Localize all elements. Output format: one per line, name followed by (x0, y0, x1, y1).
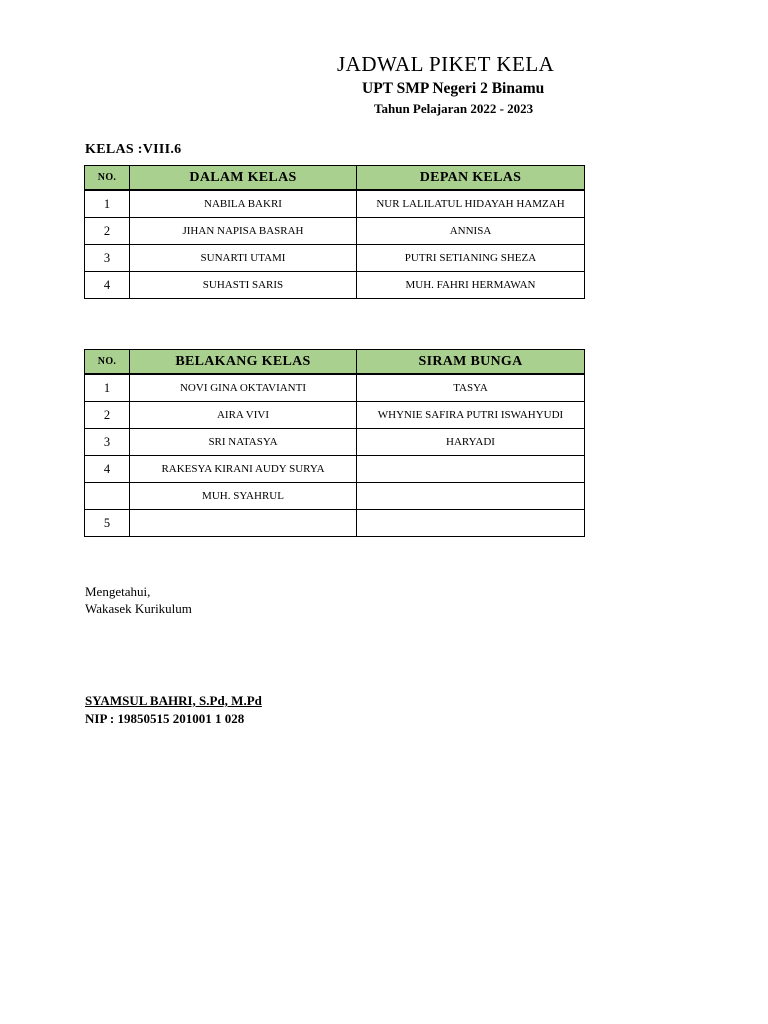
belakang-kelas-cell: RAKESYA KIRANI AUDY SURYA (130, 456, 357, 483)
table-row (85, 245, 585, 272)
dalam-kelas-cell: SUHASTI SARIS (130, 272, 357, 299)
belakang-kelas-cell: AIRA VIVI (130, 402, 357, 429)
header-dalam-kelas: DALAM KELAS (130, 166, 357, 191)
depan-kelas-cell: PUTRI SETIANING SHEZA (357, 245, 585, 272)
depan-kelas-cell: ANNISA (357, 218, 585, 245)
table-row (85, 272, 585, 299)
row-number: 2 (85, 402, 130, 429)
header-no: NO. (85, 166, 130, 191)
acknowledgement-label: Mengetahui, (85, 584, 151, 599)
signer-name: SYAMSUL BAHRI, S.Pd, M.Pd (85, 693, 262, 708)
header-belakang-kelas: BELAKANG KELAS (130, 350, 357, 375)
row-number: 4 (85, 456, 130, 483)
row-number: 3 (85, 429, 130, 456)
header-siram-bunga: SIRAM BUNGA (357, 350, 585, 375)
siram-bunga-cell: WHYNIE SAFIRA PUTRI ISWAHYUDI (357, 402, 585, 429)
schedule-table-inside-front (84, 165, 585, 299)
row-number: 4 (85, 272, 130, 299)
siram-bunga-cell (357, 483, 585, 510)
signer-nip: NIP : 19850515 201001 1 028 (85, 711, 245, 726)
table-header-row (85, 350, 585, 375)
depan-kelas-cell: NUR LALILATUL HIDAYAH HAMZAH (357, 190, 585, 218)
depan-kelas-cell: MUH. FAHRI HERMAWAN (357, 272, 585, 299)
belakang-kelas-cell (130, 510, 357, 537)
table-row (85, 483, 585, 510)
school-name: UPT SMP Negeri 2 Binamu (362, 80, 545, 97)
table-row (85, 374, 585, 402)
row-number: 1 (85, 374, 130, 402)
academic-year: Tahun Pelajaran 2022 - 2023 (374, 101, 534, 116)
table-row (85, 190, 585, 218)
row-number: 1 (85, 190, 130, 218)
signer-position: Wakasek Kurikulum (85, 601, 192, 616)
table-row (85, 510, 585, 537)
siram-bunga-cell (357, 456, 585, 483)
siram-bunga-cell (357, 510, 585, 537)
belakang-kelas-cell: NOVI GINA OKTAVIANTI (130, 374, 357, 402)
siram-bunga-cell: HARYADI (357, 429, 585, 456)
header-depan-kelas: DEPAN KELAS (357, 166, 585, 191)
belakang-kelas-cell: MUH. SYAHRUL (130, 483, 357, 510)
row-number (85, 483, 130, 510)
schedule-table-back-flowers (84, 349, 585, 537)
header-no: NO. (85, 350, 130, 375)
belakang-kelas-cell: SRI NATASYA (130, 429, 357, 456)
table-row (85, 429, 585, 456)
dalam-kelas-cell: NABILA BAKRI (130, 190, 357, 218)
table-row (85, 456, 585, 483)
row-number: 3 (85, 245, 130, 272)
document-title: JADWAL PIKET KELA (337, 52, 555, 76)
table-row (85, 402, 585, 429)
row-number: 2 (85, 218, 130, 245)
table-row (85, 218, 585, 245)
dalam-kelas-cell: SUNARTI UTAMI (130, 245, 357, 272)
row-number: 5 (85, 510, 130, 537)
siram-bunga-cell: TASYA (357, 374, 585, 402)
class-label: KELAS :VIII.6 (85, 142, 182, 157)
dalam-kelas-cell: JIHAN NAPISA BASRAH (130, 218, 357, 245)
table-header-row (85, 166, 585, 191)
